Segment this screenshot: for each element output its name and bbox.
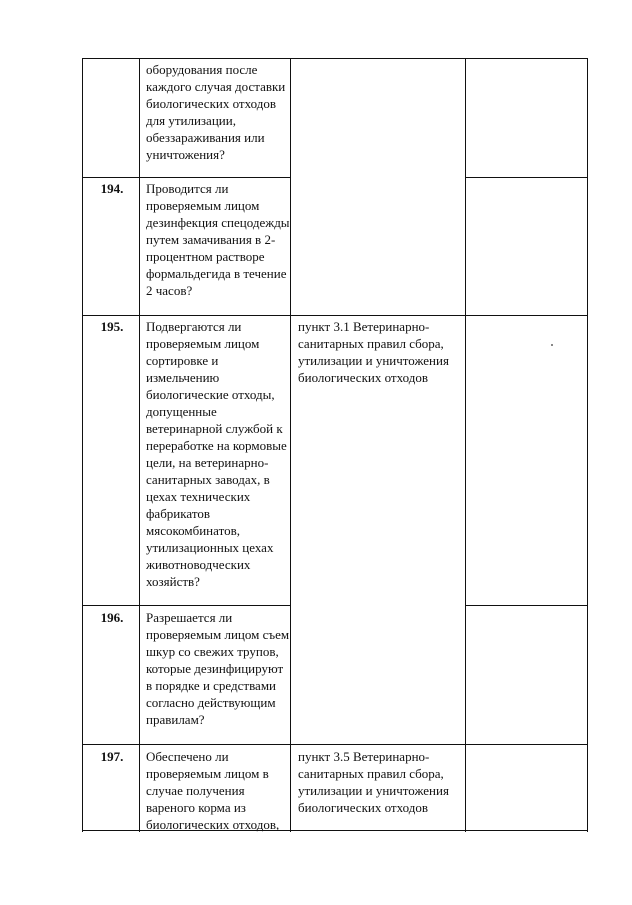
table-border-top [82, 58, 588, 59]
question-cell: оборудования после каждого случая доставки биологических отходов для утилизации, обеззараживания или уничтожения? [146, 62, 286, 162]
row-divider-196-right [465, 605, 588, 606]
reference-cell: пункт 3.1 Ветеринарно-санитарных правил сбора, утилизации и уничтожения биологических отходов [298, 319, 449, 385]
row-number: 195. [100, 319, 124, 334]
column-divider-1 [139, 58, 140, 832]
row-divider-194-right [465, 177, 588, 178]
scan-speck [551, 344, 553, 346]
row-number: 197. [100, 749, 124, 764]
row-divider-194 [82, 177, 291, 178]
row-number: 196. [100, 610, 124, 625]
question-cell: Подвергаются ли проверяемым лицом сортировке и измельчению биологические отходы, допущенные ветеринарной службой к переработке на кормовые цели, на ветеринарно-санитарных заводах, в цехах технических фабрикатов мясокомбинатов, утилизационных цехах животноводческих хозяйств? [146, 319, 287, 589]
row-number: 194. [100, 181, 124, 196]
table-border-right [587, 58, 588, 832]
table-border-left [82, 58, 83, 832]
question-cell: Разрешается ли проверяемым лицом съем шкур со свежих трупов, которые дезинфицируют в порядке и средствами согласно действующим правилам? [146, 610, 290, 727]
reference-cell: пункт 3.5 Ветеринарно-санитарных правил сбора, утилизации и уничтожения биологических отходов [298, 749, 449, 815]
question-cell: Проводится ли проверяемым лицом дезинфекция спецодежды путем замачивания в 2-процентном растворе формальдегида в течение 2 часов? [146, 181, 290, 298]
row-divider-195 [82, 315, 588, 316]
row-divider-196 [82, 605, 291, 606]
question-cell: Обеспечено ли проверяемым лицом в случае получения вареного корма из биологических отходов, [146, 749, 280, 832]
column-divider-3 [465, 58, 466, 832]
row-divider-197 [82, 744, 588, 745]
